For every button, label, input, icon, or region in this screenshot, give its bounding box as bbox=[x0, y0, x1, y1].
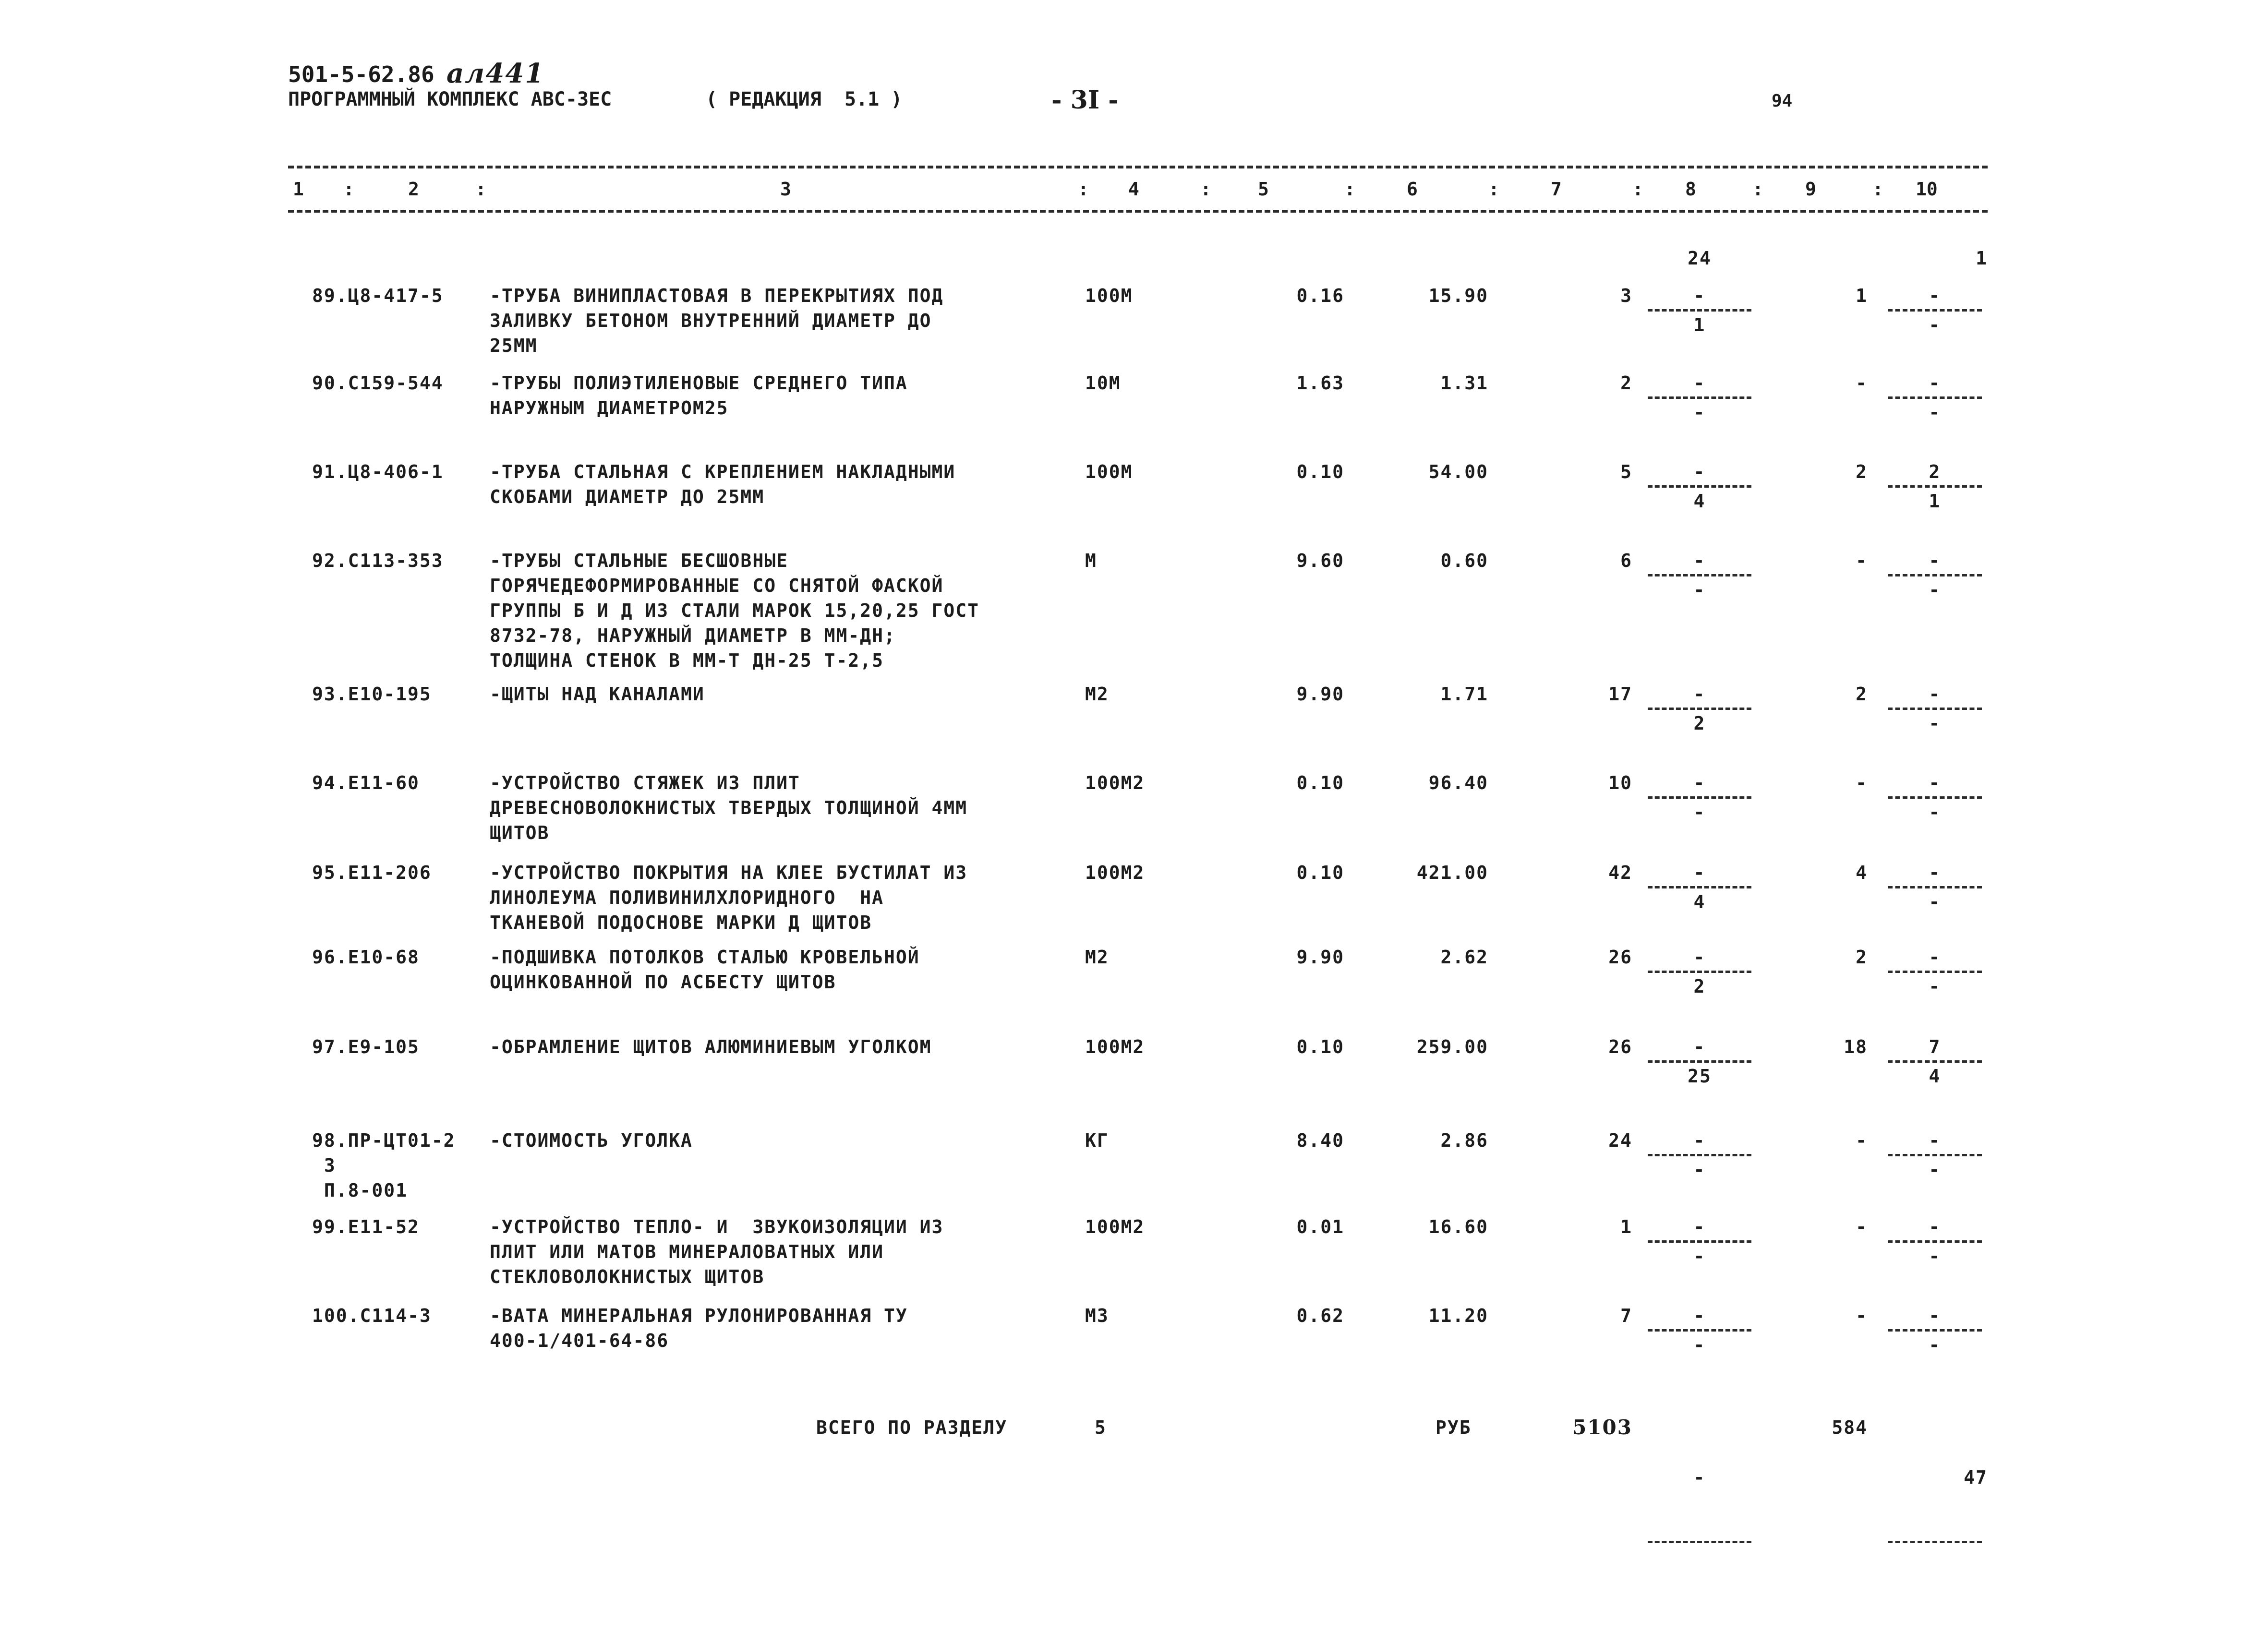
row-col8-top: - bbox=[1693, 372, 1706, 394]
row-code: 97.Е9-105 bbox=[312, 1036, 420, 1057]
row-col8-rule bbox=[1648, 796, 1751, 799]
row-unit: М2 bbox=[1085, 684, 1109, 705]
row-col10 bbox=[1882, 770, 1988, 825]
row-code: 98.ПР-ЦТ01-2 3 П.8-001 bbox=[312, 1130, 456, 1201]
row-col10-rule bbox=[1888, 1240, 1982, 1243]
row-price: 1.71 bbox=[1440, 684, 1488, 705]
row-qty: 9.90 bbox=[1296, 947, 1344, 968]
row-col9: 1 bbox=[1856, 285, 1868, 306]
row-price: 96.40 bbox=[1428, 772, 1488, 793]
page-mark: 94 bbox=[1772, 91, 1793, 111]
row-code: 92.С113-353 bbox=[312, 550, 444, 571]
row-col9: - bbox=[1856, 772, 1868, 793]
row-col7: 6 bbox=[1620, 550, 1632, 571]
row-unit: КГ bbox=[1085, 1130, 1109, 1151]
row-col8-rule bbox=[1648, 396, 1751, 399]
row-col10-top: - bbox=[1929, 684, 1941, 705]
col-sep: : bbox=[1200, 179, 1211, 200]
row-col8-top: - bbox=[1693, 1130, 1706, 1151]
row-col8-rule bbox=[1648, 1240, 1751, 1243]
row-qty: 8.40 bbox=[1296, 1130, 1344, 1151]
row-unit: 100М2 bbox=[1085, 772, 1145, 793]
row-col8-bottom: - bbox=[1693, 1334, 1706, 1356]
row-col8-rule bbox=[1648, 485, 1751, 488]
row-col10 bbox=[1882, 682, 1988, 736]
program-title: ПРОГРАММНЫЙ КОМПЛЕКС АВС-3ЕС bbox=[288, 88, 612, 110]
row-col8 bbox=[1642, 1034, 1757, 1089]
row-price: 0.60 bbox=[1440, 550, 1488, 571]
row-col10-rule bbox=[1888, 708, 1982, 710]
row-qty: 0.62 bbox=[1296, 1305, 1344, 1326]
row-code: 91.Ц8-406-1 bbox=[312, 461, 444, 482]
row-code: 89.Ц8-417-5 bbox=[312, 285, 444, 306]
col-head-3: 3 bbox=[780, 179, 791, 200]
row-col8-rule bbox=[1648, 309, 1751, 312]
row-col9: 4 bbox=[1856, 862, 1868, 883]
row-code: 100.С114-3 bbox=[312, 1305, 432, 1326]
row-name: -СТОИМОСТЬ УГОЛКА bbox=[490, 1130, 693, 1151]
total-col8 bbox=[1642, 1415, 1757, 1594]
row-price: 11.20 bbox=[1428, 1305, 1488, 1326]
row-col8-bottom: 25 bbox=[1688, 1066, 1712, 1087]
row-col9: - bbox=[1856, 550, 1868, 571]
row-col10-rule bbox=[1888, 309, 1982, 312]
row-col8-rule bbox=[1648, 1329, 1751, 1332]
row-col10-top: - bbox=[1929, 1216, 1941, 1237]
row-name: -ТРУБА ВИНИПЛАСТОВАЯ В ПЕРЕКРЫТИЯХ ПОД ЗАЛИВКУ БЕТОНОМ ВНУТРЕННИЙ ДИАМЕТР ДО 25ММ bbox=[490, 285, 944, 356]
row-col8-top: - bbox=[1693, 1036, 1706, 1057]
row-qty: 0.01 bbox=[1296, 1216, 1344, 1237]
row-col9: 18 bbox=[1844, 1036, 1868, 1057]
col-head-7: 7 bbox=[1551, 179, 1562, 200]
row-col8-bottom: - bbox=[1693, 1159, 1706, 1180]
row-col10-rule bbox=[1888, 396, 1982, 399]
row-name: -ТРУБА СТАЛЬНАЯ С КРЕПЛЕНИЕМ НАКЛАДНЫМИ СКОБАМИ ДИАМЕТР ДО 25ММ bbox=[490, 461, 956, 507]
row-col8 bbox=[1642, 1214, 1757, 1269]
row-col8-bottom: - bbox=[1693, 1246, 1706, 1267]
row-code: 93.Е10-195 bbox=[312, 684, 432, 705]
total-unit: РУБ bbox=[1436, 1417, 1472, 1438]
row-col8 bbox=[1642, 459, 1757, 514]
row-col8-rule bbox=[1648, 708, 1751, 710]
row-code: 90.С159-544 bbox=[312, 372, 444, 394]
row-col10-top: 7 bbox=[1929, 1036, 1941, 1057]
row-col8-bottom: 4 bbox=[1693, 891, 1706, 912]
row-name: -ЩИТЫ НАД КАНАЛАМИ bbox=[490, 684, 705, 705]
row-col8-bottom: - bbox=[1693, 402, 1706, 423]
row-col8 bbox=[1642, 770, 1757, 825]
row-col7: 7 bbox=[1620, 1305, 1632, 1326]
row-col8-top: - bbox=[1693, 1216, 1706, 1237]
row-col10 bbox=[1882, 548, 1988, 602]
row-col8-rule bbox=[1648, 1060, 1751, 1063]
row-unit: 100М2 bbox=[1085, 1036, 1145, 1057]
total-col8-value: - bbox=[1693, 1467, 1706, 1488]
row-name: -УСТРОЙСТВО ТЕПЛО- И ЗВУКОИЗОЛЯЦИИ ИЗ ПЛИТ ИЛИ МАТОВ МИНЕРАЛОВАТНЫХ ИЛИ СТЕКЛОВОЛОКНИСТЫХ ЩИТОВ bbox=[490, 1216, 944, 1287]
row-col10-top: - bbox=[1929, 372, 1941, 394]
row-price: 15.90 bbox=[1428, 285, 1488, 306]
revision-label: ( РЕДАКЦИЯ 5.1 ) bbox=[706, 88, 903, 110]
row-price: 2.62 bbox=[1440, 947, 1488, 968]
row-col10 bbox=[1882, 459, 1988, 514]
total-col9: 584 bbox=[1832, 1417, 1868, 1438]
row-col8-top: - bbox=[1693, 772, 1706, 793]
row-price: 2.86 bbox=[1440, 1130, 1488, 1151]
row-col8-top: - bbox=[1693, 862, 1706, 883]
page-number: - 3I - bbox=[1051, 85, 1119, 115]
col-head-8: 8 bbox=[1685, 179, 1696, 200]
col-sep: : bbox=[343, 179, 354, 200]
row-col8-top: - bbox=[1693, 285, 1706, 306]
row-col8-top: - bbox=[1693, 550, 1706, 571]
doc-code: 501-5-62.86 bbox=[288, 61, 434, 87]
row-col10-top: 2 bbox=[1929, 461, 1941, 482]
row-col10-bottom: - bbox=[1929, 402, 1941, 423]
row-col8-rule bbox=[1648, 1154, 1751, 1156]
row-col7: 26 bbox=[1608, 1036, 1632, 1057]
row-col10-bottom: - bbox=[1929, 1246, 1941, 1267]
row-col10-bottom: - bbox=[1929, 976, 1941, 997]
row-col9: - bbox=[1856, 1216, 1868, 1237]
row-col10-bottom: 4 bbox=[1929, 1066, 1941, 1087]
row-col10-rule bbox=[1888, 485, 1982, 488]
row-col8-bottom: 1 bbox=[1693, 314, 1706, 336]
row-col10-bottom: - bbox=[1929, 802, 1941, 823]
row-price: 54.00 bbox=[1428, 461, 1488, 482]
row-col10-top: - bbox=[1929, 947, 1941, 968]
row-name: -ТРУБЫ СТАЛЬНЫЕ БЕСШОВНЫЕ ГОРЯЧЕДЕФОРМИРОВАННЫЕ СО СНЯТОЙ ФАСКОЙ ГРУППЫ Б И Д ИЗ СТАЛИ МАРОК 15,20,25 ГОСТ 8732-78, НАРУЖНЫЙ ДИАМЕТР В ММ-ДН; ТОЛЩИНА СТЕНОК В ММ-Т ДН-25 Т-2,5 bbox=[490, 550, 979, 671]
row-col10-top: - bbox=[1929, 1305, 1941, 1326]
total-col10 bbox=[1882, 1415, 1988, 1594]
row-col7: 26 bbox=[1608, 947, 1632, 968]
row-unit: 100М bbox=[1085, 285, 1133, 306]
row-col9: 2 bbox=[1856, 684, 1868, 705]
row-col10-rule bbox=[1888, 574, 1982, 576]
row-col10-rule bbox=[1888, 1060, 1982, 1063]
row-name: -ВАТА МИНЕРАЛЬНАЯ РУЛОНИРОВАННАЯ ТУ 400-1/401-64-86 bbox=[490, 1305, 908, 1351]
row-col10 bbox=[1882, 860, 1988, 914]
row-col7: 42 bbox=[1608, 862, 1632, 883]
col-head-5: 5 bbox=[1258, 179, 1269, 200]
col-sep: : bbox=[1344, 179, 1355, 200]
row-col8 bbox=[1642, 1303, 1757, 1357]
row-price: 259.00 bbox=[1416, 1036, 1488, 1057]
col-head-2: 2 bbox=[408, 179, 419, 200]
row-col10-bottom: - bbox=[1929, 314, 1941, 336]
row-col7: 5 bbox=[1620, 461, 1632, 482]
row-col10-bottom: 1 bbox=[1929, 491, 1941, 512]
row-name: -ПОДШИВКА ПОТОЛКОВ СТАЛЬЮ КРОВЕЛЬНОЙ ОЦИНКОВАННОЙ ПО АСБЕСТУ ЩИТОВ bbox=[490, 947, 920, 993]
row-unit: М3 bbox=[1085, 1305, 1109, 1326]
col-head-9: 9 bbox=[1805, 179, 1816, 200]
row-col7: 17 bbox=[1608, 684, 1632, 705]
row-col8-top: - bbox=[1693, 461, 1706, 482]
row-name: -УСТРОЙСТВО СТЯЖЕК ИЗ ПЛИТ ДРЕВЕСНОВОЛОКНИСТЫХ ТВЕРДЫХ ТОЛЩИНОЙ 4ММ ЩИТОВ bbox=[490, 772, 968, 843]
row-unit: М2 bbox=[1085, 947, 1109, 968]
row-col10-top: - bbox=[1929, 285, 1941, 306]
row-col9: - bbox=[1856, 1305, 1868, 1326]
row-col8-rule bbox=[1648, 574, 1751, 576]
row-col8-bottom: 2 bbox=[1693, 976, 1706, 997]
row-col8-top: - bbox=[1693, 1305, 1706, 1326]
row-col10-rule bbox=[1888, 796, 1982, 799]
table-top-rule bbox=[288, 166, 1988, 168]
row-qty: 0.16 bbox=[1296, 285, 1344, 306]
col-sep: : bbox=[1872, 179, 1883, 200]
row-qty: 9.90 bbox=[1296, 684, 1344, 705]
row-col8 bbox=[1642, 682, 1757, 736]
row-col7: 2 bbox=[1620, 372, 1632, 394]
row-col10 bbox=[1882, 1303, 1988, 1357]
row-col7: 1 bbox=[1620, 1216, 1632, 1237]
row-col8 bbox=[1642, 860, 1757, 914]
col-head-1: 1 bbox=[293, 179, 304, 200]
row-col9: - bbox=[1856, 372, 1868, 394]
row-col8-bottom: - bbox=[1693, 802, 1706, 823]
col-head-4: 4 bbox=[1128, 179, 1139, 200]
row-col8-top: - bbox=[1693, 947, 1706, 968]
row-col10-bottom: - bbox=[1929, 1334, 1941, 1356]
col-sep: : bbox=[1488, 179, 1499, 200]
row-col10-rule bbox=[1888, 1154, 1982, 1156]
total-section: 5 bbox=[1095, 1417, 1107, 1438]
col-head-10: 10 bbox=[1916, 179, 1938, 200]
row-col10-bottom: - bbox=[1929, 891, 1941, 912]
row-code: 95.Е11-206 bbox=[312, 862, 432, 883]
row-col10 bbox=[1882, 1128, 1988, 1182]
row-col8 bbox=[1642, 1128, 1757, 1182]
row-qty: 0.10 bbox=[1296, 461, 1344, 482]
row-col7: 3 bbox=[1620, 285, 1632, 306]
row-col8-bottom: 4 bbox=[1693, 491, 1706, 512]
row-col10 bbox=[1882, 1034, 1988, 1089]
col-sep: : bbox=[475, 179, 486, 200]
row-col10 bbox=[1882, 371, 1988, 425]
row-col7: 10 bbox=[1608, 772, 1632, 793]
row-col9: 2 bbox=[1856, 461, 1868, 482]
total-col8-rule bbox=[1648, 1541, 1751, 1543]
row-col10 bbox=[1882, 945, 1988, 999]
row-qty: 0.10 bbox=[1296, 862, 1344, 883]
row-qty: 0.10 bbox=[1296, 1036, 1344, 1057]
row-name: -УСТРОЙСТВО ПОКРЫТИЯ НА КЛЕЕ БУСТИЛАТ ИЗ ЛИНОЛЕУМА ПОЛИВИНИЛХЛОРИДНОГО НА ТКАНЕВОЙ ПОДОСНОВЕ МАРКИ Д ЩИТОВ bbox=[490, 862, 968, 933]
row-unit: М bbox=[1085, 550, 1097, 571]
row-name: -ТРУБЫ ПОЛИЭТИЛЕНОВЫЕ СРЕДНЕГО ТИПА НАРУЖНЫМ ДИАМЕТРОМ25 bbox=[490, 372, 908, 419]
row-col8-rule bbox=[1648, 971, 1751, 973]
total-col10-rule bbox=[1888, 1541, 1982, 1543]
row-col10 bbox=[1882, 283, 1988, 337]
row-col10-bottom: - bbox=[1929, 713, 1941, 734]
row-col8-bottom: - bbox=[1693, 579, 1706, 600]
row-col8-top: - bbox=[1693, 684, 1706, 705]
row-col10-top: - bbox=[1929, 772, 1941, 793]
row-col8-rule bbox=[1648, 886, 1751, 888]
row-col10-bottom: - bbox=[1929, 1159, 1941, 1180]
row-col10-top: - bbox=[1929, 550, 1941, 571]
row-code: 96.Е10-68 bbox=[312, 947, 420, 968]
row-code: 99.Е11-52 bbox=[312, 1216, 420, 1237]
total-col10-value: 47 bbox=[1964, 1467, 1988, 1488]
col-sep: : bbox=[1078, 179, 1089, 200]
handwritten-mark: ал441 bbox=[446, 58, 545, 89]
row-col10-rule bbox=[1888, 971, 1982, 973]
total-label: ВСЕГО ПО РАЗДЕЛУ bbox=[816, 1417, 1008, 1438]
row-col9: - bbox=[1856, 1130, 1868, 1151]
row-qty: 1.63 bbox=[1296, 372, 1344, 394]
total-col7: 5103 bbox=[1572, 1416, 1632, 1439]
row-col9: 2 bbox=[1856, 947, 1868, 968]
row-col10 bbox=[1882, 1214, 1988, 1269]
row-col8 bbox=[1642, 371, 1757, 425]
row-col8 bbox=[1642, 548, 1757, 602]
row-unit: 10М bbox=[1085, 372, 1121, 394]
row-col7: 24 bbox=[1608, 1130, 1632, 1151]
row-unit: 100М bbox=[1085, 461, 1133, 482]
carry-col10: 1 bbox=[1976, 248, 1988, 269]
row-qty: 0.10 bbox=[1296, 772, 1344, 793]
row-qty: 9.60 bbox=[1296, 550, 1344, 571]
row-col10-top: - bbox=[1929, 1130, 1941, 1151]
row-col10-top: - bbox=[1929, 862, 1941, 883]
row-col10-rule bbox=[1888, 886, 1982, 888]
col-sep: : bbox=[1632, 179, 1643, 200]
row-price: 421.00 bbox=[1416, 862, 1488, 883]
row-col8 bbox=[1642, 945, 1757, 999]
row-price: 1.31 bbox=[1440, 372, 1488, 394]
carry-col8: 24 bbox=[1688, 248, 1712, 269]
table-header-rule bbox=[288, 210, 1988, 213]
row-code: 94.Е11-60 bbox=[312, 772, 420, 793]
row-unit: 100М2 bbox=[1085, 1216, 1145, 1237]
row-name: -ОБРАМЛЕНИЕ ЩИТОВ АЛЮМИНИЕВЫМ УГОЛКОМ bbox=[490, 1036, 932, 1057]
col-sep: : bbox=[1752, 179, 1763, 200]
col-head-6: 6 bbox=[1407, 179, 1418, 200]
row-price: 16.60 bbox=[1428, 1216, 1488, 1237]
row-unit: 100М2 bbox=[1085, 862, 1145, 883]
row-col10-rule bbox=[1888, 1329, 1982, 1332]
row-col8 bbox=[1642, 283, 1757, 337]
row-col10-bottom: - bbox=[1929, 579, 1941, 600]
row-col8-bottom: 2 bbox=[1693, 713, 1706, 734]
